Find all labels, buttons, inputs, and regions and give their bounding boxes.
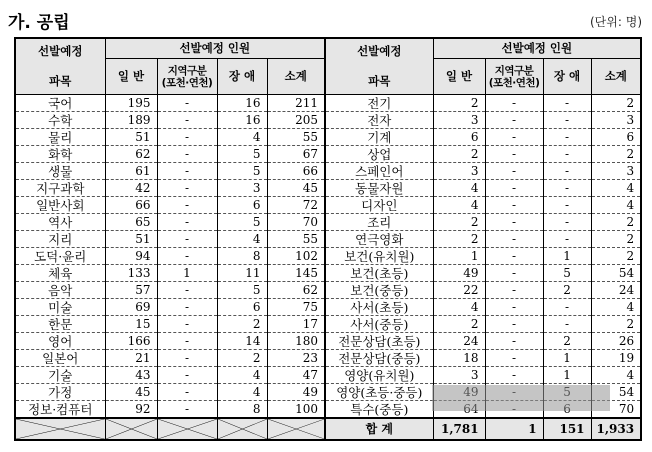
- right-general-cell: 3: [433, 367, 485, 384]
- right-subtotal-cell: 2: [591, 214, 641, 231]
- left-subtotal-cell: 62: [267, 282, 325, 299]
- left-general-cell: 189: [105, 112, 157, 129]
- right-disabled-cell: -: [543, 129, 591, 146]
- left-subject-cell: 기술: [15, 367, 105, 384]
- left-region-cell: -: [157, 248, 217, 265]
- right-general-cell: 22: [433, 282, 485, 299]
- right-general-cell: 4: [433, 180, 485, 197]
- right-general-cell: 3: [433, 163, 485, 180]
- right-subject-cell: 보건(초등): [325, 265, 433, 282]
- left-disabled-cell: 5: [217, 214, 267, 231]
- left-subtotal-cell: 55: [267, 129, 325, 146]
- left-subtotal-cell: 211: [267, 95, 325, 112]
- left-disabled-cell: 4: [217, 367, 267, 384]
- left-region-cell: -: [157, 214, 217, 231]
- total-row: [15, 418, 641, 440]
- recruitment-table: [14, 37, 642, 441]
- page-title: 가. 공립: [8, 13, 70, 33]
- left-general-cell: 57: [105, 282, 157, 299]
- right-subject-cell: 영양(초등·중등): [325, 384, 433, 401]
- crossed-cell: [15, 418, 105, 440]
- table-row: [15, 350, 641, 367]
- right-general-cell: 3: [433, 112, 485, 129]
- right-subtotal-cell: 19: [591, 350, 641, 367]
- right-disabled-cell: -: [543, 316, 591, 333]
- right-general-cell: 2: [433, 95, 485, 112]
- left-region-cell: -: [157, 95, 217, 112]
- left-region-cell: -: [157, 180, 217, 197]
- right-general-cell: 2: [433, 146, 485, 163]
- left-subtotal-cell: 67: [267, 146, 325, 163]
- right-subtotal-cell: 2: [591, 95, 641, 112]
- left-region-cell: -: [157, 350, 217, 367]
- left-subtotal-cell: 205: [267, 112, 325, 129]
- right-general-cell: 4: [433, 197, 485, 214]
- right-region-cell: -: [485, 231, 543, 248]
- right-general-cell: 2: [433, 316, 485, 333]
- right-subtotal-cell: 4: [591, 367, 641, 384]
- header-subtotal: 소계: [267, 59, 325, 95]
- left-general-cell: 15: [105, 316, 157, 333]
- left-disabled-cell: 6: [217, 197, 267, 214]
- left-subtotal-cell: 72: [267, 197, 325, 214]
- table-row: [15, 265, 641, 282]
- right-disabled-cell: -: [543, 146, 591, 163]
- table-row: [15, 197, 641, 214]
- right-disabled-cell: -: [543, 197, 591, 214]
- left-region-cell: -: [157, 333, 217, 350]
- left-general-cell: 166: [105, 333, 157, 350]
- crossed-cell: [217, 418, 267, 440]
- left-subject-cell: 체육: [15, 265, 105, 282]
- right-subtotal-cell: 26: [591, 333, 641, 350]
- left-subject-cell: 도덕·윤리: [15, 248, 105, 265]
- left-disabled-cell: 4: [217, 231, 267, 248]
- right-general-cell: 4: [433, 299, 485, 316]
- left-subtotal-cell: 66: [267, 163, 325, 180]
- left-region-cell: -: [157, 146, 217, 163]
- left-subject-cell: 국어: [15, 95, 105, 112]
- right-subject-cell: 스페인어: [325, 163, 433, 180]
- left-region-cell: -: [157, 282, 217, 299]
- table-row: [15, 282, 641, 299]
- left-general-cell: 65: [105, 214, 157, 231]
- right-disabled-cell: 2: [543, 333, 591, 350]
- right-region-cell: -: [485, 333, 543, 350]
- right-subtotal-cell: 4: [591, 299, 641, 316]
- right-disabled-cell: -: [543, 163, 591, 180]
- right-region-cell: -: [485, 180, 543, 197]
- right-subtotal-cell: 54: [591, 265, 641, 282]
- right-subject-cell: 전문상담(초등): [325, 333, 433, 350]
- table-row: [15, 146, 641, 163]
- right-region-cell: -: [485, 299, 543, 316]
- right-subtotal-cell: 4: [591, 197, 641, 214]
- left-disabled-cell: 8: [217, 248, 267, 265]
- header-region: 지역구분 (포천·연천): [485, 59, 543, 95]
- header-general: 일 반: [105, 59, 157, 95]
- right-disabled-cell: 1: [543, 350, 591, 367]
- left-region-cell: -: [157, 231, 217, 248]
- right-disabled-cell: 5: [543, 265, 591, 282]
- right-region-cell: -: [485, 129, 543, 146]
- left-general-cell: 61: [105, 163, 157, 180]
- left-subject-cell: 화학: [15, 146, 105, 163]
- left-subject-cell: 일반사회: [15, 197, 105, 214]
- left-region-cell: -: [157, 384, 217, 401]
- right-disabled-cell: -: [543, 95, 591, 112]
- right-general-cell: 18: [433, 350, 485, 367]
- right-region-cell: -: [485, 265, 543, 282]
- right-subtotal-cell: 3: [591, 112, 641, 129]
- left-subject-cell: 정보·컴퓨터: [15, 401, 105, 419]
- left-subtotal-cell: 70: [267, 214, 325, 231]
- left-general-cell: 195: [105, 95, 157, 112]
- left-region-cell: -: [157, 163, 217, 180]
- right-subject-cell: 전문상담(중등): [325, 350, 433, 367]
- right-subtotal-cell: 3: [591, 163, 641, 180]
- total-label: 합 계: [325, 418, 433, 440]
- right-subject-cell: 조리: [325, 214, 433, 231]
- left-subject-cell: 영어: [15, 333, 105, 350]
- right-subtotal-cell: 2: [591, 146, 641, 163]
- header-disabled: 장 애: [217, 59, 267, 95]
- left-general-cell: 92: [105, 401, 157, 419]
- left-disabled-cell: 5: [217, 282, 267, 299]
- right-subtotal-cell: 2: [591, 248, 641, 265]
- watermark: [432, 385, 610, 411]
- left-disabled-cell: 14: [217, 333, 267, 350]
- right-subject-cell: 기계: [325, 129, 433, 146]
- left-subtotal-cell: 145: [267, 265, 325, 282]
- total-subtotal: 1,933: [591, 418, 641, 440]
- right-general-cell: 49: [433, 265, 485, 282]
- left-subtotal-cell: 75: [267, 299, 325, 316]
- left-disabled-cell: 4: [217, 129, 267, 146]
- right-disabled-cell: 1: [543, 248, 591, 265]
- left-region-cell: -: [157, 112, 217, 129]
- left-subtotal-cell: 45: [267, 180, 325, 197]
- left-general-cell: 69: [105, 299, 157, 316]
- crossed-cell: [157, 418, 217, 440]
- right-region-cell: -: [485, 367, 543, 384]
- left-subject-cell: 생물: [15, 163, 105, 180]
- right-subject-cell: 특수(중등): [325, 401, 433, 419]
- header-group-left: 선발예정 인원: [105, 38, 325, 59]
- left-disabled-cell: 4: [217, 384, 267, 401]
- left-general-cell: 62: [105, 146, 157, 163]
- right-subject-cell: 디자인: [325, 197, 433, 214]
- right-subject-cell: 연극영화: [325, 231, 433, 248]
- left-disabled-cell: 16: [217, 95, 267, 112]
- right-subtotal-cell: 54: [591, 384, 641, 401]
- table-row: [15, 112, 641, 129]
- left-subject-cell: 지구과학: [15, 180, 105, 197]
- right-disabled-cell: 2: [543, 282, 591, 299]
- right-general-cell: 2: [433, 231, 485, 248]
- table-row: [15, 299, 641, 316]
- right-region-cell: -: [485, 350, 543, 367]
- left-subtotal-cell: 49: [267, 384, 325, 401]
- left-disabled-cell: 2: [217, 350, 267, 367]
- right-region-cell: -: [485, 197, 543, 214]
- header-general: 일 반: [433, 59, 485, 95]
- left-disabled-cell: 5: [217, 163, 267, 180]
- table-row: [15, 333, 641, 350]
- right-general-cell: 6: [433, 129, 485, 146]
- header-region: 지역구분 (포천·연천): [157, 59, 217, 95]
- header-subject-right: 선발예정 파목: [325, 38, 433, 95]
- left-general-cell: 51: [105, 129, 157, 146]
- left-region-cell: -: [157, 299, 217, 316]
- header-disabled: 장 애: [543, 59, 591, 95]
- right-region-cell: -: [485, 282, 543, 299]
- crossed-cell: [105, 418, 157, 440]
- left-region-cell: -: [157, 367, 217, 384]
- left-disabled-cell: 16: [217, 112, 267, 129]
- right-disabled-cell: -: [543, 180, 591, 197]
- left-region-cell: -: [157, 316, 217, 333]
- right-region-cell: -: [485, 163, 543, 180]
- total-disabled: 151: [543, 418, 591, 440]
- left-disabled-cell: 5: [217, 146, 267, 163]
- left-subject-cell: 역사: [15, 214, 105, 231]
- left-subject-cell: 한문: [15, 316, 105, 333]
- right-general-cell: 1: [433, 248, 485, 265]
- left-subject-cell: 일본어: [15, 350, 105, 367]
- left-subtotal-cell: 100: [267, 401, 325, 419]
- left-subtotal-cell: 47: [267, 367, 325, 384]
- right-subject-cell: 보건(중등): [325, 282, 433, 299]
- table-row: [15, 367, 641, 384]
- left-general-cell: 133: [105, 265, 157, 282]
- left-disabled-cell: 11: [217, 265, 267, 282]
- right-subtotal-cell: 70: [591, 401, 641, 419]
- left-subtotal-cell: 23: [267, 350, 325, 367]
- table-row: [15, 316, 641, 333]
- right-disabled-cell: -: [543, 299, 591, 316]
- right-disabled-cell: -: [543, 112, 591, 129]
- left-subject-cell: 물리: [15, 129, 105, 146]
- left-subject-cell: 지리: [15, 231, 105, 248]
- left-general-cell: 51: [105, 231, 157, 248]
- left-region-cell: -: [157, 129, 217, 146]
- left-general-cell: 21: [105, 350, 157, 367]
- left-general-cell: 45: [105, 384, 157, 401]
- table-row: [15, 248, 641, 265]
- left-disabled-cell: 8: [217, 401, 267, 419]
- right-region-cell: -: [485, 214, 543, 231]
- right-subtotal-cell: 6: [591, 129, 641, 146]
- right-disabled-cell: -: [543, 214, 591, 231]
- table-row: [15, 214, 641, 231]
- left-general-cell: 42: [105, 180, 157, 197]
- table-row: [15, 129, 641, 146]
- right-subject-cell: 사서(중등): [325, 316, 433, 333]
- right-disabled-cell: 1: [543, 367, 591, 384]
- left-subtotal-cell: 102: [267, 248, 325, 265]
- left-disabled-cell: 6: [217, 299, 267, 316]
- left-subtotal-cell: 55: [267, 231, 325, 248]
- right-region-cell: -: [485, 316, 543, 333]
- table-row: [15, 180, 641, 197]
- right-subtotal-cell: 24: [591, 282, 641, 299]
- right-region-cell: -: [485, 248, 543, 265]
- right-subtotal-cell: 2: [591, 231, 641, 248]
- right-subtotal-cell: 2: [591, 316, 641, 333]
- left-region-cell: -: [157, 401, 217, 419]
- right-subject-cell: 동물자원: [325, 180, 433, 197]
- table-row: [15, 163, 641, 180]
- right-disabled-cell: -: [543, 231, 591, 248]
- left-subject-cell: 음악: [15, 282, 105, 299]
- header-subject-left: 선발예정 파목: [15, 38, 105, 95]
- right-subject-cell: 영양(유치원): [325, 367, 433, 384]
- header-group-right: 선발예정 인원: [433, 38, 641, 59]
- right-subject-cell: 보건(유치원): [325, 248, 433, 265]
- left-region-cell: 1: [157, 265, 217, 282]
- right-subtotal-cell: 4: [591, 180, 641, 197]
- left-subject-cell: 미술: [15, 299, 105, 316]
- table-row: [15, 95, 641, 112]
- right-subject-cell: 사서(초등): [325, 299, 433, 316]
- left-disabled-cell: 3: [217, 180, 267, 197]
- crossed-cell: [267, 418, 325, 440]
- left-general-cell: 94: [105, 248, 157, 265]
- total-general: 1,781: [433, 418, 485, 440]
- left-subtotal-cell: 180: [267, 333, 325, 350]
- right-general-cell: 24: [433, 333, 485, 350]
- unit-label: (단위: 명): [590, 15, 642, 29]
- left-general-cell: 43: [105, 367, 157, 384]
- right-subject-cell: 전기: [325, 95, 433, 112]
- right-region-cell: -: [485, 112, 543, 129]
- header-subtotal: 소계: [591, 59, 641, 95]
- left-subtotal-cell: 17: [267, 316, 325, 333]
- left-general-cell: 66: [105, 197, 157, 214]
- right-region-cell: -: [485, 146, 543, 163]
- left-region-cell: -: [157, 197, 217, 214]
- right-region-cell: -: [485, 95, 543, 112]
- right-subject-cell: 전자: [325, 112, 433, 129]
- right-subject-cell: 상업: [325, 146, 433, 163]
- table-row: [15, 231, 641, 248]
- left-disabled-cell: 2: [217, 316, 267, 333]
- right-general-cell: 2: [433, 214, 485, 231]
- left-subject-cell: 수학: [15, 112, 105, 129]
- left-subject-cell: 가정: [15, 384, 105, 401]
- total-region: 1: [485, 418, 543, 440]
